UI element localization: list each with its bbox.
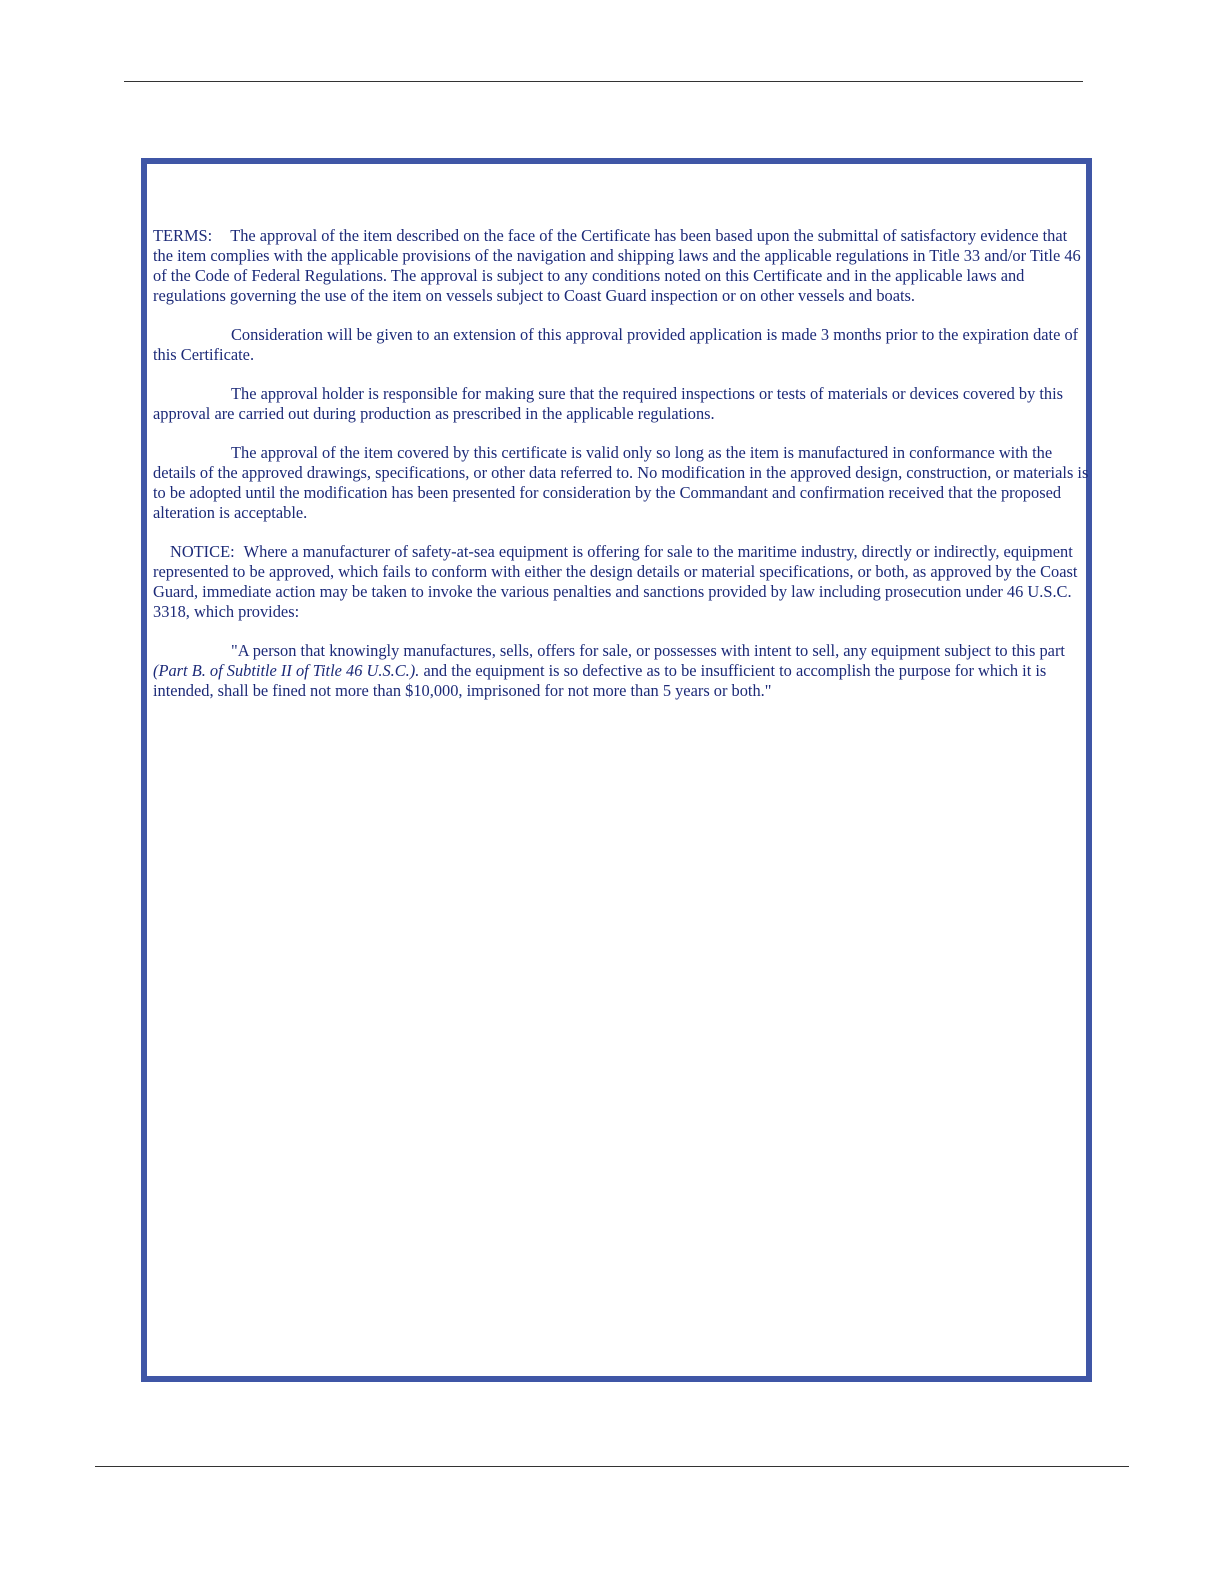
- quote-citation: (Part B. of Subtitle II of Title 46 U.S.C.).: [153, 661, 420, 680]
- terms-paragraph: [153, 226, 1089, 306]
- terms-label: TERMS:: [153, 226, 213, 245]
- certificate-terms-content: [153, 226, 1089, 720]
- quote-text-end: and the equipment is so defective as to be insufficient to accomplish the purpose for which it is intended, shall be fined not more than $10,000, imprisoned for not more than 5 years or both.": [153, 661, 1047, 700]
- extension-paragraph: Consideration will be given to an extension of this approval provided application is made 3 months prior to the expiration date of this Certificate.: [153, 325, 1079, 364]
- quote-text-start: "A person that knowingly manufactures, sells, offers for sale, or possesses with intent to sell, any equipment subject to this part: [231, 641, 1065, 660]
- notice-text: Where a manufacturer of safety-at-sea equipment is offering for sale to the maritime industry, directly or indirectly, equipment represented to be approved, which fails to conform with either the design details or material specifications, or both, as approved by the Coast Guard, immediate action may be taken to invoke the various penalties and sanctions provided by law including prosecution under 46 U.S.C. 3318, which provides:: [153, 542, 1078, 621]
- validity-paragraph: The approval of the item covered by this certificate is valid only so long as the item is manufactured in conformance with the details of the approved drawings, specifications, or other data referred to. No modification in the approved design, construction, or materials is to be adopted until the modification has been presented for consideration by the Commandant and confirmation received that the proposed alteration is acceptable.: [153, 443, 1089, 522]
- certificate-frame: [141, 158, 1092, 1382]
- notice-paragraph: [153, 542, 1089, 622]
- header-rule: [124, 81, 1083, 82]
- notice-label: NOTICE:: [170, 542, 235, 561]
- inspection-paragraph: The approval holder is responsible for making sure that the required inspections or tests of materials or devices covered by this approval are carried out during production as prescribed in the applicable regulations.: [153, 384, 1064, 423]
- footer-rule: [95, 1466, 1129, 1467]
- quote-paragraph: [153, 641, 1089, 701]
- terms-text: The approval of the item described on the face of the Certificate has been based upon the submittal of satisfactory evidence that the item complies with the applicable provisions of the navigation and shipping laws and the applicable regulations in Title 33 and/or Title 46 of the Code of Federal Regulations. The approval is subject to any conditions noted on this Certificate and in the applicable laws and regulations governing the use of the item on vessels subject to Coast Guard inspection or on other vessels and boats.: [153, 226, 1081, 305]
